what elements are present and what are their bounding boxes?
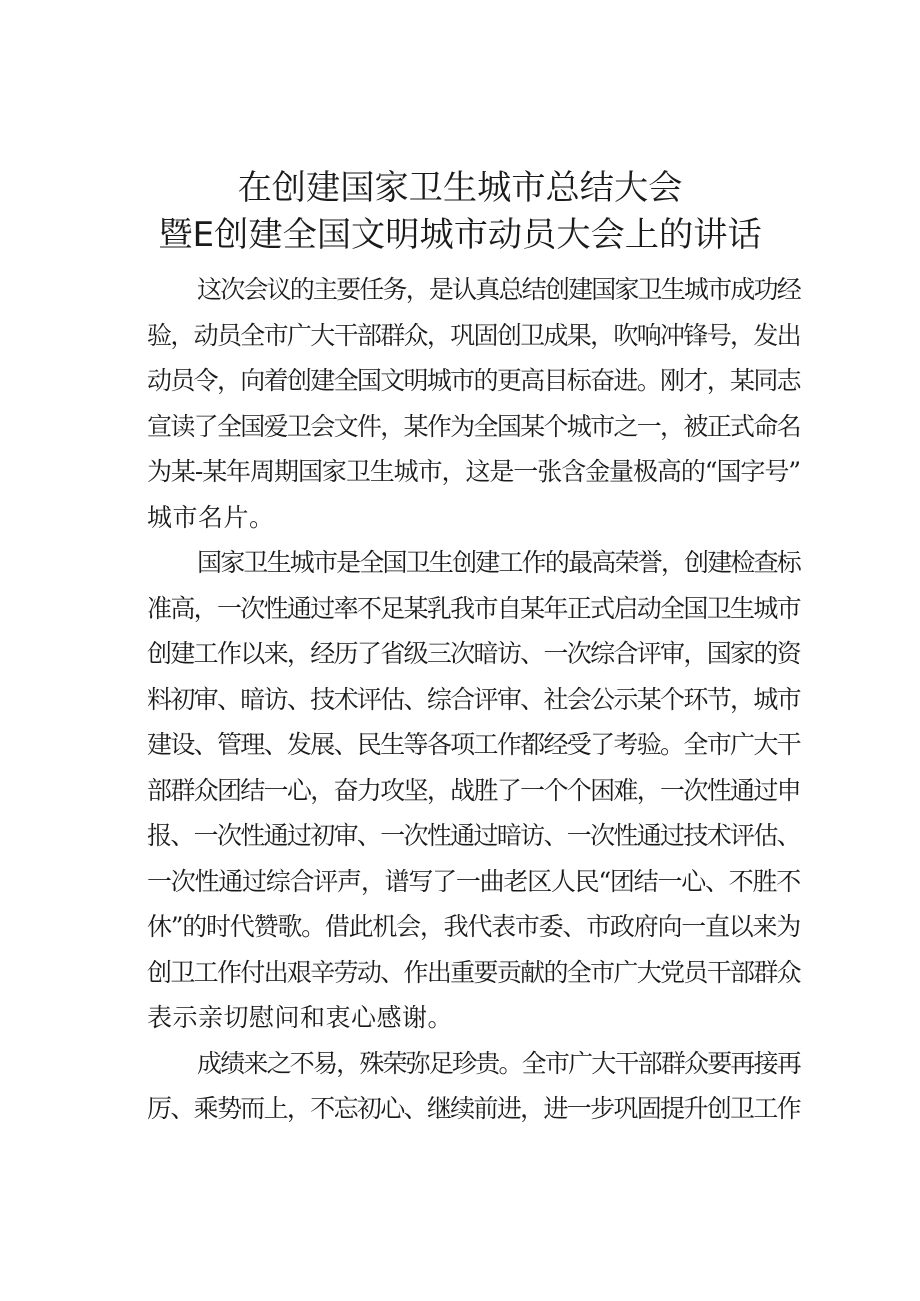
paragraph-line: 部群众团结一心，奋力攻坚，战胜了一个个困难，一次性通过申 — [147, 776, 800, 805]
paragraph-line: 休”的时代赞歌。借此机会，我代表市委、市政府向一直以来为 — [147, 912, 800, 941]
paragraph-line: 这次会议的主要任务，是认真总结创建国家卫生城市成功经 — [197, 275, 800, 304]
paragraph-line: 厉、乘势而上，不忘初心、继续前进，进一步巩固提升创卫工作 — [147, 1094, 800, 1123]
paragraph-line: 一次性通过综合评声，谱写了一曲老区人民“团结一心、不胜不 — [147, 867, 800, 896]
title-line-2: 暨E创建全国文明城市动员大会上的讲话 — [158, 215, 762, 255]
paragraph-line: 动员令，向着创建全国文明城市的更高目标奋进。刚才，某同志 — [147, 366, 800, 395]
paragraph-line: 为某-某年周期国家卫生城市，这是一张含金量极高的“国字号” — [147, 457, 800, 486]
paragraph-line: 成绩来之不易，殊荣弥足珍贵。全市广大干部群众要再接再 — [197, 1049, 800, 1078]
title-line-1: 在创建国家卫生城市总结大会 — [237, 168, 683, 208]
paragraph-line: 料初审、暗访、技术评估、综合评审、社会公示某个环节，城市 — [147, 685, 800, 714]
paragraph-line: 创卫工作付出艰辛劳动、作出重要贡献的全市广大党员干部群众 — [147, 958, 800, 987]
paragraph-line: 报、一次性通过初审、一次性通过暗访、一次性通过技术评估、 — [147, 821, 800, 850]
paragraph-line: 准高，一次性通过率不足某乳我市自某年正式启动全国卫生城市 — [147, 594, 800, 623]
paragraph-line: 国家卫生城市是全国卫生创建工作的最高荣誉，创建检查标 — [197, 548, 800, 577]
paragraph-line: 验，动员全市广大干部群众，巩固创卫成果，吹响冲锋号，发出 — [147, 321, 800, 350]
paragraph-line: 城市名片。 — [147, 503, 275, 532]
paragraph-line: 表示亲切慰问和衷心感谢。 — [147, 1003, 454, 1032]
paragraph-line: 建设、管理、发展、民生等各项工作都经受了考验。全市广大干 — [147, 730, 800, 759]
paragraph-line: 宣读了全国爱卫会文件，某作为全国某个城市之一，被正式命名 — [147, 412, 800, 441]
paragraph-line: 创建工作以来，经历了省级三次暗访、一次综合评审，国家的资 — [147, 639, 800, 668]
